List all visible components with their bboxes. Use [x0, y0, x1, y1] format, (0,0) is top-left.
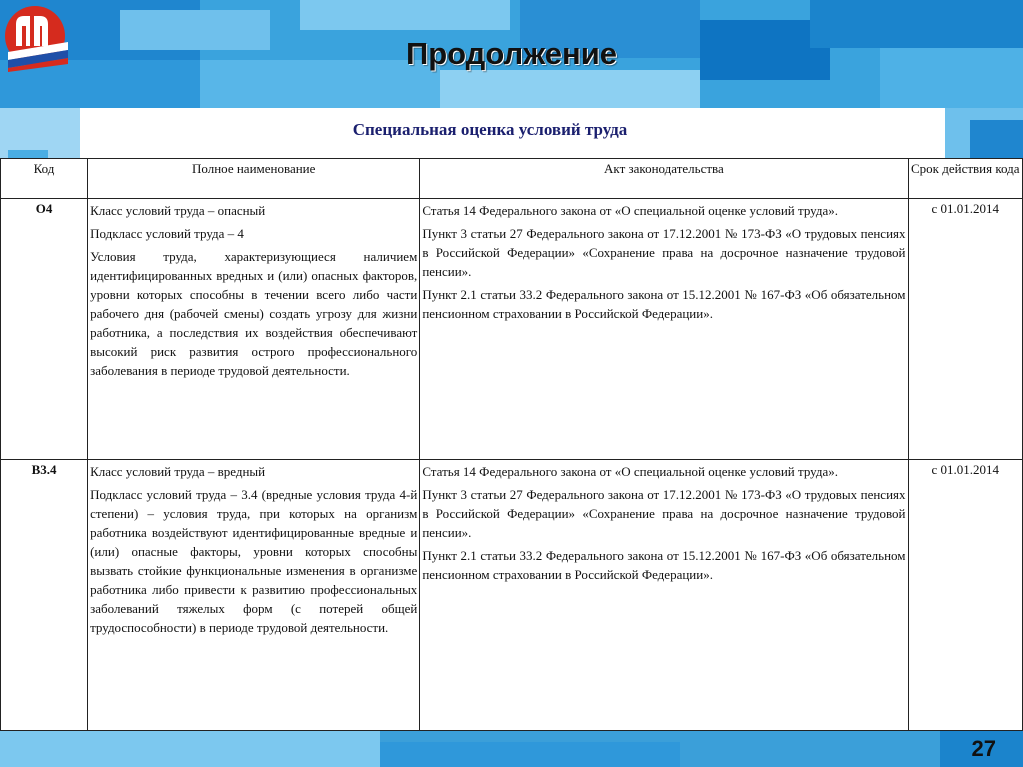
cell-name [88, 460, 420, 731]
column-header-act: Акт законодательства [420, 159, 908, 199]
section-subtitle: Специальная оценка условий труда [352, 120, 628, 139]
codes-table [0, 158, 1023, 731]
cell-term: с 01.01.2014 [908, 460, 1022, 731]
name-line: Подкласс условий труда – 3.4 (вредные условия труда 4-й степени) – условия труда, при которых на организм работника воздействуют идентифицированные вредные и (или) опасные факторы, уровни которых способны вызвать стойкие функциональные изменения в организме работника либо привести к развитию профессиональных заболеваний тяжелых форм (с потерей общей трудоспособности) в периоде трудовой деятельности. [90, 487, 418, 635]
act-line: Пункт 2.1 статьи 33.2 Федерального закона от 15.12.2001 № 167-ФЗ «Об обязательном пенсионном страховании в Российской Федерации». [422, 287, 906, 321]
bg-tile [380, 742, 680, 767]
cell-term: с 01.01.2014 [908, 199, 1022, 460]
act-line: Статья 14 Федерального закона от «О специальной оценке условий труда». [422, 464, 838, 479]
column-header-term: Срок действия кода [908, 159, 1022, 199]
cell-code: О4 [1, 199, 88, 460]
name-line: Подкласс условий труда – 4 [90, 226, 244, 241]
name-line: Класс условий труда – вредный [90, 464, 266, 479]
act-line: Пункт 2.1 статьи 33.2 Федерального закона от 15.12.2001 № 167-ФЗ «Об обязательном пенсионном страховании в Российской Федерации». [422, 548, 906, 582]
act-line: Пункт 3 статьи 27 Федерального закона от 17.12.2001 № 173-ФЗ «О трудовых пенсиях в Российской Федерации» «Сохранение права на досрочное назначение трудовой пенсии». [422, 226, 906, 279]
bg-tile [440, 70, 700, 108]
column-header-name: Полное наименование [88, 159, 420, 199]
page-title: Продолжение [405, 36, 618, 71]
cell-act [420, 199, 908, 460]
cell-name [88, 199, 420, 460]
bg-tile [0, 728, 380, 767]
act-line: Пункт 3 статьи 27 Федерального закона от 17.12.2001 № 173-ФЗ «О трудовых пенсиях в Российской Федерации» «Сохранение права на досрочное назначение трудовой пенсии». [422, 487, 906, 540]
slide-number: 27 [971, 736, 996, 761]
column-header-code: Код [1, 159, 88, 199]
table-row [1, 460, 1023, 731]
table-header-row [1, 159, 1023, 199]
act-line: Статья 14 Федерального закона от «О специальной оценке условий труда». [422, 203, 838, 218]
bg-tile [300, 0, 510, 30]
table-row [1, 199, 1023, 460]
cell-code: В3.4 [1, 460, 88, 731]
name-line: Класс условий труда – опасный [90, 203, 266, 218]
cell-act [420, 460, 908, 731]
name-line: Условия труда, характеризующиеся наличием идентифицированных вредных и (или) опасных факторов, уровни которых способны в течении всего либо части рабочего дня (рабочей смены) создать угрозу для жизни работника, а последствия их воздействия обеспечивают высокий риск развития острого профессионального заболевания в периоде трудовой деятельности. [90, 249, 418, 378]
